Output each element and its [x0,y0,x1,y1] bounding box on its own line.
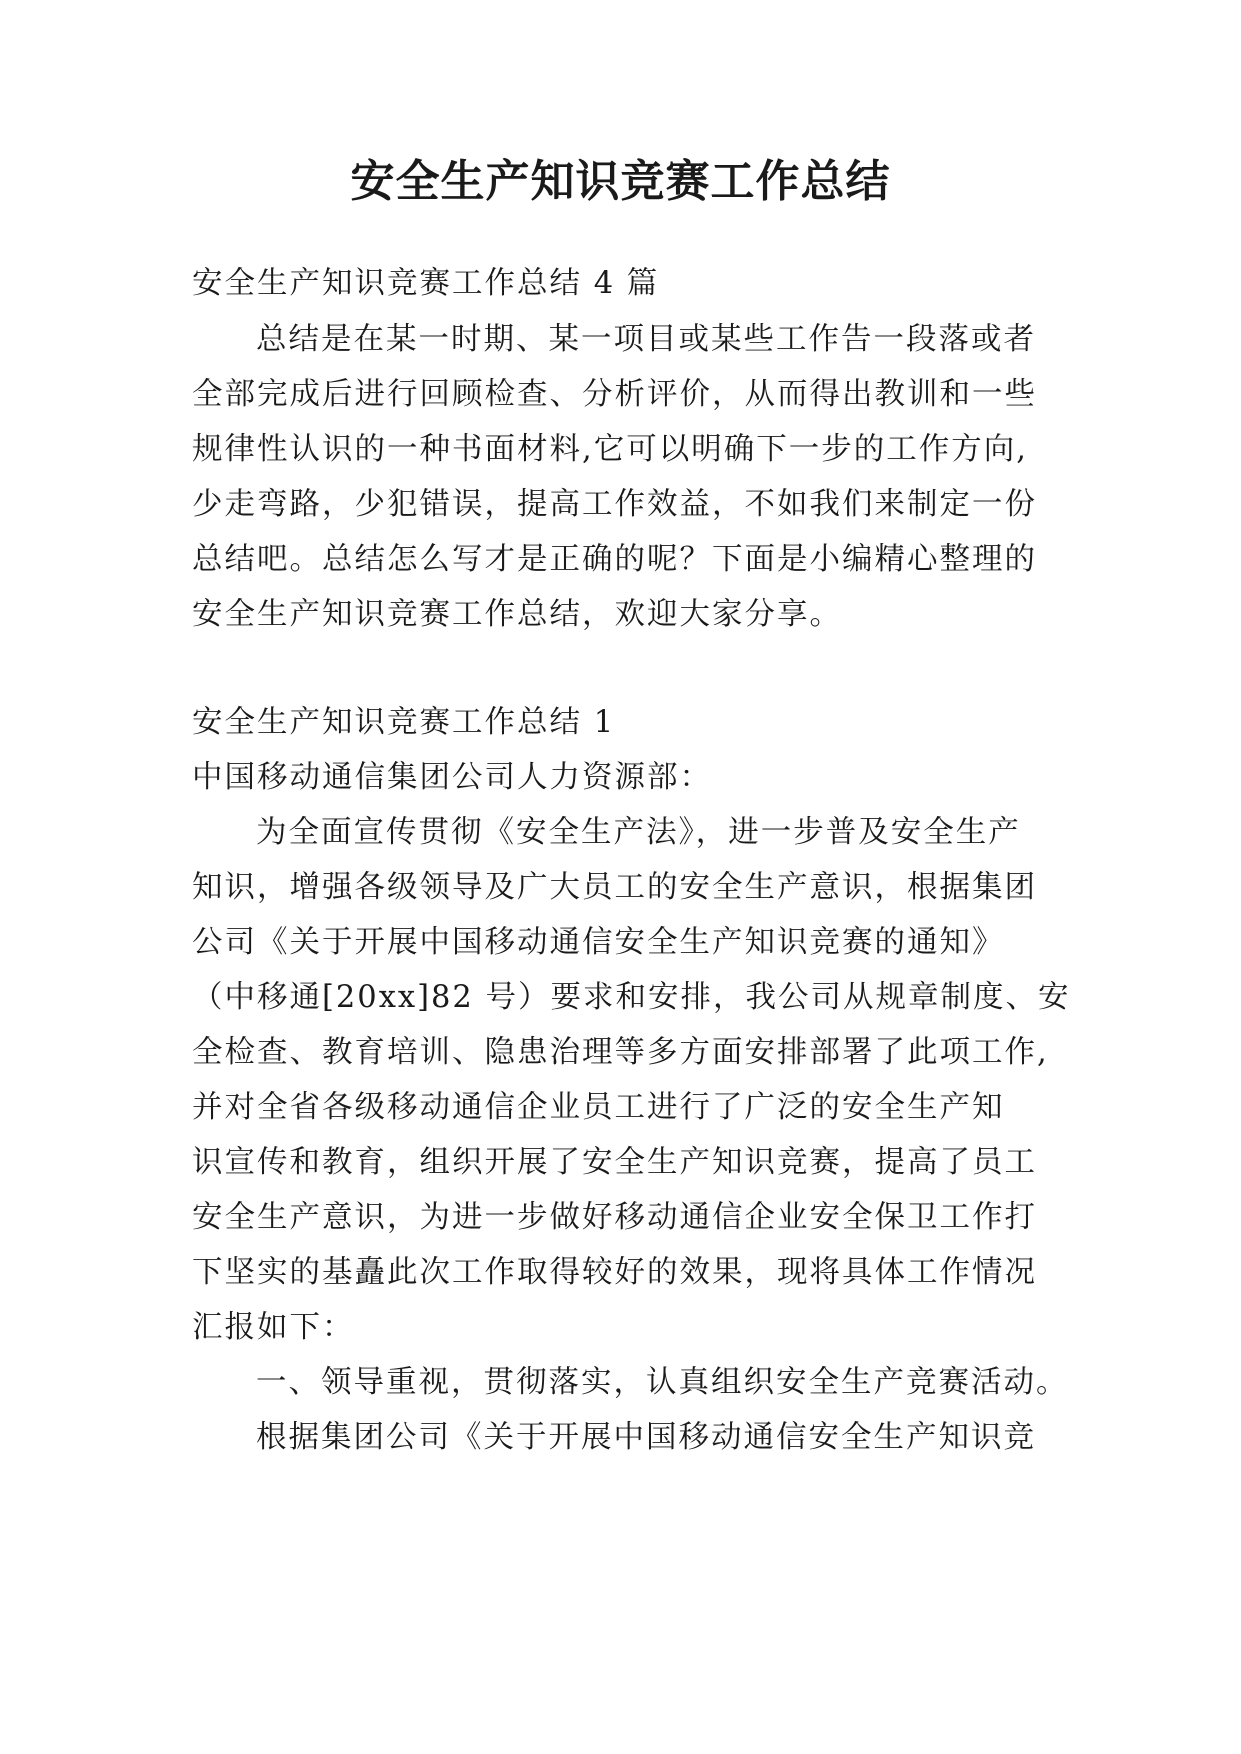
paragraph-line: 总结吧。总结怎么写才是正确的呢？下面是小编精心整理的 [192,542,1037,577]
paragraph-line: （中移通[20xx]82 号）要求和安排，我公司从规章制度、安 [192,980,1071,1015]
paragraph-line: 并对全省各级移动通信企业员工进行了广泛的安全生产知 [192,1090,1005,1125]
paragraph-line: 全部完成后进行回顾检查、分析评价，从而得出教训和一些 [192,377,1037,412]
paragraph-line: 少走弯路，少犯错误，提高工作效益，不如我们来制定一份 [192,487,1037,522]
subtitle-line: 安全生产知识竞赛工作总结 4 篇 [192,266,660,301]
paragraph-line: 根据集团公司《关于开展中国移动通信安全生产知识竞 [256,1420,1036,1455]
paragraph-line: 总结是在某一时期、某一项目或某些工作告一段落或者 [256,322,1036,357]
document-title: 安全生产知识竞赛工作总结 [350,156,891,207]
paragraph-line: 下坚实的基矗此次工作取得较好的效果，现将具体工作情况 [192,1255,1037,1290]
salutation-line: 中国移动通信集团公司人力资源部： [192,760,712,795]
paragraph-line: 知识，增强各级领导及广大员工的安全生产意识，根据集团 [192,870,1037,905]
paragraph-line: 公司《关于开展中国移动通信安全生产知识竞赛的通知》 [192,925,1005,960]
paragraph-line: 安全生产知识竞赛工作总结，欢迎大家分享。 [192,597,842,632]
paragraph-line: 识宣传和教育，组织开展了安全生产知识竞赛，提高了员工 [192,1145,1037,1180]
paragraph-line: 安全生产意识，为进一步做好移动通信企业安全保卫工作打 [192,1200,1037,1235]
paragraph-line: 全检查、教育培训、隐患治理等多方面安排部署了此项工作, [192,1035,1049,1070]
paragraph-line: 一、领导重视，贯彻落实，认真组织安全生产竞赛活动。 [256,1365,1069,1400]
paragraph-line: 为全面宣传贯彻《安全生产法》，进一步普及安全生产 [256,815,1021,850]
section-heading: 安全生产知识竞赛工作总结 1 [192,705,616,740]
paragraph-line: 汇报如下： [192,1310,355,1345]
paragraph-line: 规律性认识的一种书面材料,它可以明确下一步的工作方向, [192,432,1028,467]
